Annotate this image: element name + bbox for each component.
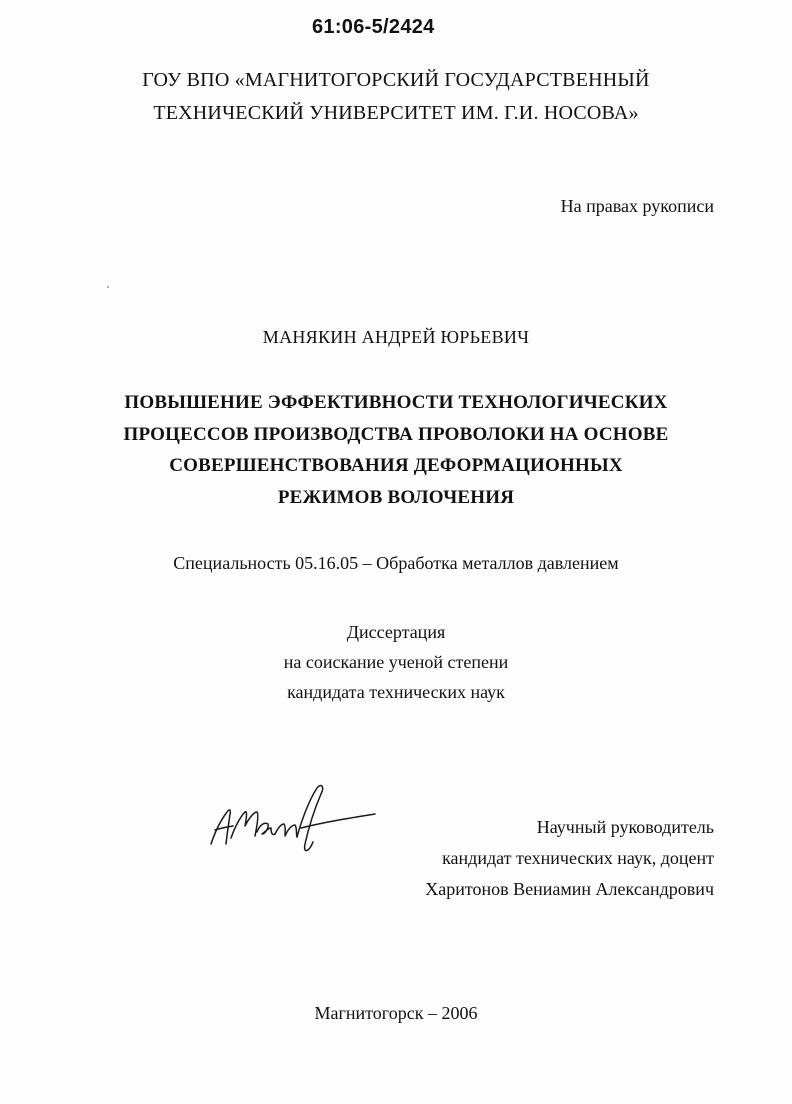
supervisor-role: Научный руководитель [536,817,714,837]
institution-line-1: ГОУ ВПО «МАГНИТОГОРСКИЙ ГОСУДАРСТВЕННЫЙ [142,69,650,91]
degree-line-2: на соискание ученой степени [283,652,509,672]
degree-block [0,617,792,707]
rights-notice: На правах рукописи [560,196,714,216]
supervisor-block [425,812,714,905]
supervisor-rank: кандидат технических наук, доцент [442,848,714,868]
city-year: Магнитогорск – 2006 [314,1003,478,1023]
title-line-3: СОВЕРШЕНСТВОВАНИЯ ДЕФОРМАЦИОННЫХ [169,455,623,476]
title-line-4: РЕЖИМОВ ВОЛОЧЕНИЯ [277,486,515,508]
scan-speck [107,286,109,288]
title-line-2: ПРОЦЕССОВ ПРОИЗВОДСТВА ПРОВОЛОКИ НА ОСНОВЕ [123,423,669,445]
title-line-1: ПОВЫШЕНИЕ ЭФФЕКТИВНОСТИ ТЕХНОЛОГИЧЕСКИХ [124,392,668,413]
institution-line-2: ТЕХНИЧЕСКИЙ УНИВЕРСИТЕТ ИМ. Г.И. НОСОВА» [153,102,639,124]
author-name: МАНЯКИН АНДРЕЙ ЮРЬЕВИЧ [262,327,530,347]
handwritten-signature-icon [205,782,380,862]
degree-line-3: кандидата технических наук [287,682,505,702]
catalog-number: 61:06-5/2424 [312,16,435,38]
supervisor-name: Харитонов Вениамин Александрович [425,879,714,899]
degree-line-1: Диссертация [346,622,446,642]
institution-name [0,64,792,130]
dissertation-title [0,387,792,513]
specialty: Специальность 05.16.05 – Обработка металлов давлением [173,553,619,573]
